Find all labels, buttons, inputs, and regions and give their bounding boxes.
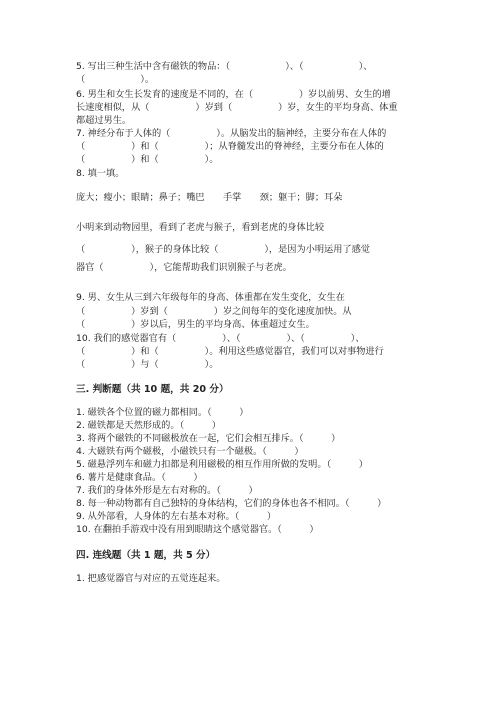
question-7: 7. 神经分布于人体的（ ）。从脑发出的脑神经，主要分布在人体的 <box>76 128 387 139</box>
matching-item-1: 1. 把感觉器官与对应的五觉连起来。 <box>76 573 226 584</box>
question-7-cont: （ ）和（ ）；从脊髓发出的脊神经，主要分布在人体的 <box>76 141 384 152</box>
question-5: 5. 写出三种生活中含有磁铁的物品：（ ）、（ ）、 <box>76 61 373 72</box>
question-6-cont: 长速度相似，从（ ）岁到（ ）岁，女生的平均身高、体重 <box>76 102 398 113</box>
judge-item-7: 7. 我们的身体外形是左右对称的。（ ） <box>76 485 258 496</box>
question-10: 10. 我们的感觉器官有（ ）、（ ）、（ ）、 <box>76 333 365 344</box>
question-7-cont2: （ ）和（ ）。 <box>76 154 219 165</box>
judge-item-8: 8. 每一种动物都有自己独特的身体结构，它们的身体也各不相同。（ ） <box>76 498 387 509</box>
question-9-cont2: （ ）岁以后，男生的平均身高、体重超过女生。 <box>76 319 315 330</box>
judge-item-1: 1. 磁铁各个位置的磁力都相同。（ ） <box>76 407 249 418</box>
judge-item-5: 5. 磁悬浮列车和磁力扣都是利用磁极的相互作用所做的发明。（ ） <box>76 459 368 470</box>
question-5-cont: （ ）。 <box>76 74 155 85</box>
question-9: 9. 男、女生从三到六年级每年的身高、体重都在发生变化，女生在 <box>76 292 345 303</box>
judge-item-3: 3. 将两个磁铁的不同磁极放在一起，它们会相互排斥。（ ） <box>76 433 341 444</box>
section-4-heading: 四. 连线题（共 1 题，共 5 分） <box>76 550 216 561</box>
question-10-cont2: （ ）与（ ）。 <box>76 359 219 370</box>
judge-item-10: 10. 在翻拍手游戏中没有用到眼睛这个感觉器官。（ ） <box>76 524 319 535</box>
judge-item-4: 4. 大磁铁有两个磁极，小磁铁只有一个磁极。（ ） <box>76 446 304 457</box>
question-8-sentence-cont: （ ），猴子的身体比较（ ），是因为小明运用了感觉 <box>76 244 370 255</box>
question-8-sentence: 小明来到动物园里，看到了老虎与猴子，看到老虎的身体比较 <box>76 222 325 233</box>
question-8-sentence-cont2: 器官（ ），它能帮助我们识别猴子与老虎。 <box>76 262 292 273</box>
question-6-cont2: 都超过男生。 <box>76 115 132 126</box>
judge-item-2: 2. 磁铁都是天然形成的。（ ） <box>76 420 221 431</box>
judge-item-6: 6. 薯片是健康食品。（ ） <box>76 472 203 483</box>
section-3-heading: 三. 判断题（共 10 题，共 20 分） <box>76 384 229 395</box>
question-8-word-bank: 庞大；瘦小；眼睛；鼻子；嘴巴 手掌 颈；躯干；脚；耳朵 <box>76 192 343 203</box>
question-9-cont: （ ）岁到（ ）岁之间每年的变化速度加快。从 <box>76 306 352 317</box>
question-8: 8. 填一填。 <box>76 168 125 179</box>
judge-item-9: 9. 从外部看，人身体的左右基本对称。（ ） <box>76 511 277 522</box>
question-6: 6. 男生和女生长发育的速度是不同的，在（ ）岁以前男、女生的增 <box>76 89 391 100</box>
question-10-cont: （ ）和（ ）。利用这些感觉器官，我们可以对事物进行 <box>76 346 384 357</box>
